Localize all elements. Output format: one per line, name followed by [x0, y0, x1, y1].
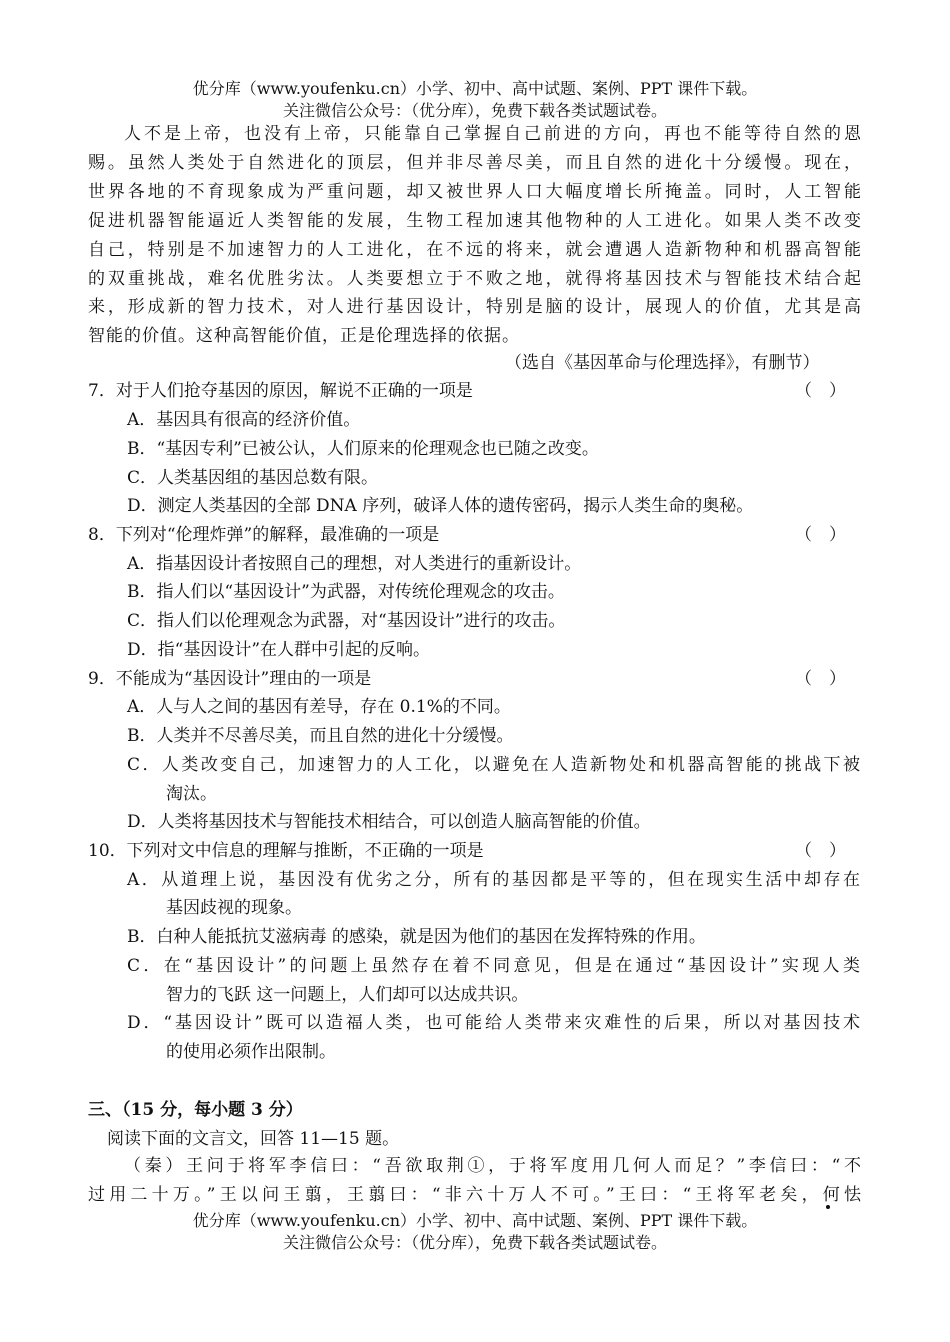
question-7-option-c: C．人类基因组的基因总数有限。: [127, 468, 379, 488]
question-8-option-a: A．指基因设计者按照自己的理想，对人类进行的重新设计。: [127, 554, 582, 574]
classical-line: （秦）王问于将军李信曰：“吾欲取荆①，于将军度用几何人而足？”李信曰：“不: [124, 1156, 862, 1176]
passage-line: 智能的价值。这种高智能价值，正是伦理选择的依据。: [88, 326, 520, 347]
passage-line: 自己，特别是不加速智力的人工进化，在不远的将来，就会遭遇人造新物种和机器高智能: [88, 239, 862, 260]
passage-text: [88, 120, 862, 351]
passage-line: 世界各地的不育现象成为严重问题，却又被世界人口大幅度增长所掩盖。同时，人工智能: [88, 181, 862, 202]
question-10-stem: 10．下列对文中信息的理解与推断，不正确的一项是: [88, 841, 484, 861]
question-9-option-a: A．人与人之间的基因有差导，存在 0.1%的不同。: [127, 697, 511, 717]
section-3-title: 三、（15 分，每小题 3 分）: [88, 1100, 303, 1120]
section-3-instruction: 阅读下面的文言文，回答 11—15 题。: [107, 1129, 400, 1149]
question-10-option-c-continued: 智力的飞跃 这一问题上，人们却可以达成共识。: [166, 985, 529, 1005]
passage-source: （选自《基因革命与伦理选择》，有删节）: [505, 353, 820, 373]
question-10-option-d: D．“基因设计”既可以造福人类，也可能给人类带来灾难性的后果，所以对基因技术: [127, 1013, 860, 1033]
question-9-option-b: B．人类并不尽善尽美，而且自然的进化十分缓慢。: [127, 726, 514, 746]
emphasis-dot: [826, 1205, 830, 1209]
question-7-option-b: B．“基因专利”已被公认，人们原来的伦理观念也已随之改变。: [127, 439, 599, 459]
passage-line: 来，形成新的智力技术，对人进行基因设计，特别是脑的设计，展现人的价值，尤其是高: [88, 297, 862, 318]
question-9-answer-blank: （ ）: [795, 669, 846, 689]
question-10-option-a: A．从道理上说，基因没有优劣之分，所有的基因都是平等的，但在现实生活中却存在: [127, 870, 860, 890]
question-7-answer-blank: （ ）: [795, 381, 846, 401]
footer-line-1: 优分库（www.youfenku.cn）小学、初中、高中试题、案例、PPT 课件下载。: [192, 1211, 758, 1230]
question-9-option-d: D．人类将基因技术与智能技术相结合，可以创造人脑高智能的价值。: [127, 812, 651, 832]
question-9-option-c: C．人类改变自己，加速智力的人工化，以避免在人造新物处和机器高智能的挑战下被: [127, 755, 860, 775]
header-line-2: 关注微信公众号：（优分库），免费下载各类试题试卷。: [282, 101, 667, 120]
classical-line: 过用二十万。”王以问王翦，王翦曰：“非六十万人不可。”王曰：“王将军老矣，何怯: [88, 1184, 862, 1205]
passage-line: 人不是上帝，也没有上帝，只能靠自己掌握自己前进的方向，再也不能等待自然的恩: [124, 124, 862, 144]
question-7-stem: 7．对于人们抢夺基因的原因，解说不正确的一项是: [88, 381, 473, 401]
question-7-option-d: D．测定人类基因的全部 DNA 序列，破译人体的遗传密码，揭示人类生命的奥秘。: [127, 496, 754, 516]
footer-line-2: 关注微信公众号：（优分库），免费下载各类试题试卷。: [282, 1233, 667, 1252]
question-8-option-d: D．指“基因设计”在人群中引起的反响。: [127, 640, 431, 660]
question-7-option-a: A．基因具有很高的经济价值。: [127, 410, 361, 430]
classical-text: [88, 1152, 862, 1210]
passage-line: 赐。虽然人类处于自然进化的顶层，但并非尽善尽美，而且自然的进化十分缓慢。现在，: [88, 152, 862, 173]
question-9-option-c-continued: 淘汰。: [166, 784, 217, 804]
question-10-answer-blank: （ ）: [795, 841, 846, 861]
question-10-option-b: B．白种人能抵抗艾滋病毒 的感染，就是因为他们的基因在发挥特殊的作用。: [127, 927, 706, 947]
question-9-stem: 9．不能成为“基因设计”理由的一项是: [88, 669, 372, 689]
passage-line: 促进机器智能逼近人类智能的发展，生物工程加速其他物种的人工进化。如果人类不改变: [88, 210, 862, 231]
question-10-option-d-continued: 的使用必须作出限制。: [166, 1042, 336, 1062]
question-8-option-c: C．指人们以伦理观念为武器，对“基因设计”进行的攻击。: [127, 611, 566, 631]
header-line-1: 优分库（www.youfenku.cn）小学、初中、高中试题、案例、PPT 课件下载。: [192, 79, 758, 98]
passage-line: 的双重挑战，难名优胜劣汰。人类要想立于不败之地，就得将基因技术与智能技术结合起: [88, 268, 862, 289]
question-10-option-c: C．在“基因设计”的问题上虽然存在着不同意见，但是在通过“基因设计”实现人类: [127, 956, 860, 976]
question-10-option-a-continued: 基因歧视的现象。: [166, 898, 302, 918]
question-8-answer-blank: （ ）: [795, 525, 846, 545]
question-8-stem: 8．下列对“伦理炸弹”的解释，最准确的一项是: [88, 525, 440, 545]
question-8-option-b: B．指人们以“基因设计”为武器，对传统伦理观念的攻击。: [127, 582, 565, 602]
